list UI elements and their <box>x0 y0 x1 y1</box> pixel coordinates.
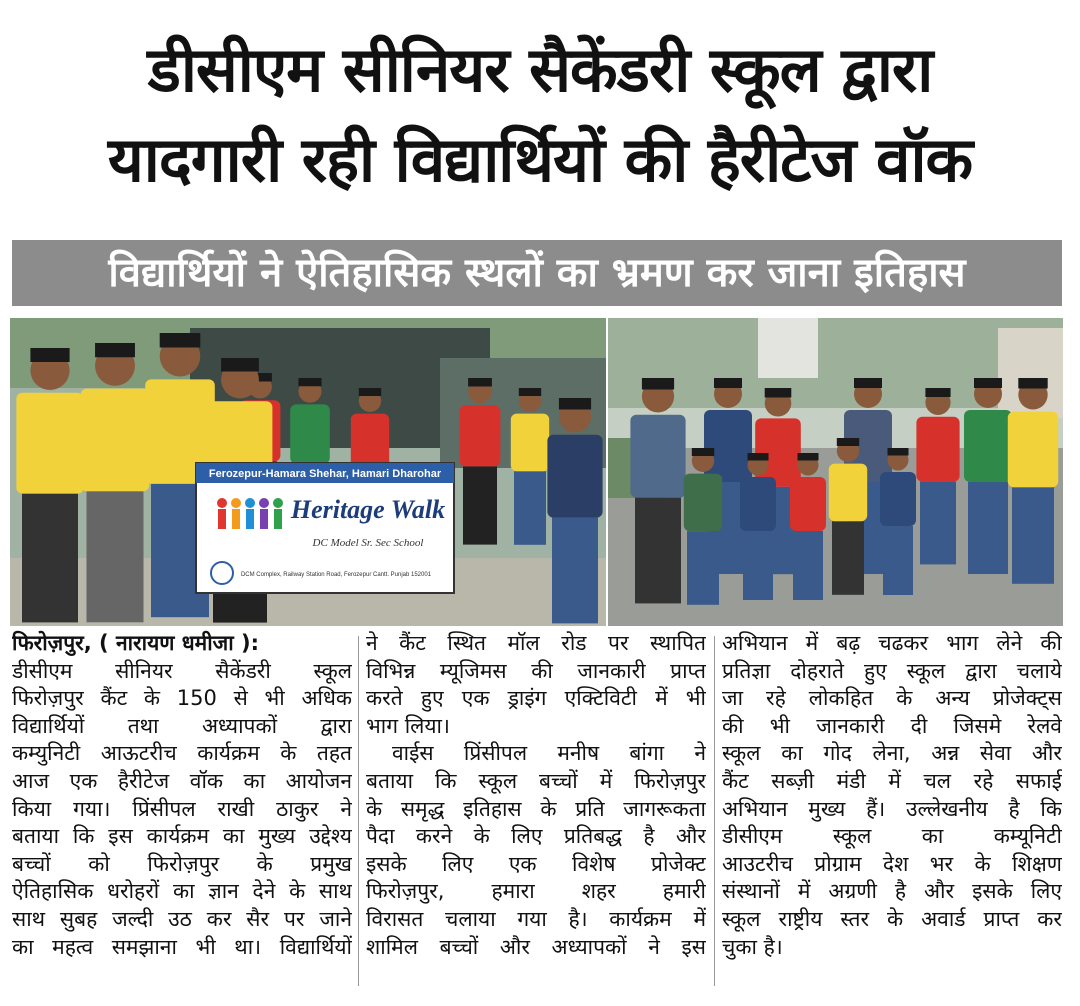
article-line: बताया कि स्कूल बच्चों में फिरोज़पुर <box>366 768 706 793</box>
article-line: कम्युनिटी आऊटरीच कार्यक्रम के तहत <box>12 741 352 766</box>
column-divider <box>714 636 715 986</box>
headline-line-1: डीसीएम सीनियर सैकेंडरी स्कूल द्वारा <box>147 33 933 106</box>
article-line: फिरोज़पुर कैंट के 150 से भी अधिक <box>12 686 352 711</box>
article-line: शामिल बच्चों और अध्यापकों ने इस <box>366 934 706 959</box>
banner-title: Heritage Walk <box>290 495 446 524</box>
group-photo-banner <box>10 318 606 626</box>
article-line: बच्चों को फिरोज़पुर के प्रमुख <box>12 851 352 876</box>
article-line: चुका है। <box>722 934 783 959</box>
heritage-walk-banner <box>196 463 454 593</box>
article-column-3 <box>722 630 1062 1000</box>
article-line: साथ सुबह जल्दी उठ कर सैर पर जाने <box>12 906 352 931</box>
article-line: करते हुए एक ड्राइंग एक्टिविटी में भी <box>366 686 706 711</box>
article-line: विरासत चलाया गया है। कार्यक्रम में <box>366 906 706 931</box>
article-line: पैदा करने के लिए प्रतिबद्ध है और <box>366 824 706 849</box>
article-line: आउटरीच प्रोग्राम देश भर के शिक्षण <box>722 851 1062 876</box>
article-line: भाग लिया। <box>366 713 450 738</box>
article-line: विद्यार्थियों तथा अध्यापकों द्वारा <box>12 713 352 738</box>
article-column-2 <box>366 630 706 1000</box>
article-line: के समृद्ध इतिहास के प्रति जागरूकता <box>366 796 706 821</box>
column-divider <box>358 636 359 986</box>
subheadline: विद्यार्थियों ने ऐतिहासिक स्थलों का भ्रमण कर जाना इतिहास <box>108 250 966 296</box>
group-photo-road <box>608 318 1063 626</box>
article-line: अभियान में बढ़ चढकर भाग लेने की <box>722 631 1062 655</box>
banner-address: DCM Complex, Railway Station Road, Ferozepur Cantt. Punjab 152001 <box>240 572 432 578</box>
banner-tagline: Ferozepur-Hamara Shehar, Hamari Dharohar <box>208 468 442 480</box>
article-line: ऐतिहासिक धरोहरों का ज्ञान देने के साथ <box>12 879 352 904</box>
article-line: फिरोज़पुर, हमारा शहर हमारी <box>366 879 706 904</box>
article-line: संस्थानों में अग्रणी है और इसके लिए <box>722 879 1062 904</box>
headline-line-2: यादगारी रही विद्यार्थियों की हैरीटेज वॉक <box>107 123 973 196</box>
article-line: डीसीएम सीनियर सैकेंडरी स्कूल <box>12 658 352 683</box>
article-line: ने कैंट स्थित मॉल रोड पर स्थापित <box>366 631 706 655</box>
article-line: इसके लिए एक विशेष प्रोजेक्ट <box>366 851 706 876</box>
article-line: कैंट सब्ज़ी मंडी में चल रहे सफाई <box>722 768 1062 793</box>
school-logo-icon <box>211 562 233 584</box>
article-line: किया गया। प्रिंसीपल राखी ठाकुर ने <box>12 796 352 821</box>
article-line: का महत्व समझाना भी था। विद्यार्थियों <box>12 934 352 959</box>
article-line: फिरोज़पुर, ( नारायण धमीजा ): <box>12 631 259 655</box>
article-line: जा रहे लोकहित के अन्य प्रोजेक्ट्स <box>722 686 1062 711</box>
article-line: आज एक हैरीटेज वॉक का आयोजन <box>12 768 352 793</box>
article-line: बताया कि इस कार्यक्रम का मुख्य उद्देश्य <box>12 824 352 849</box>
article-line: प्रतिज्ञा दोहराते हुए स्कूल द्वारा चलाये <box>722 658 1062 683</box>
article-line: स्कूल राष्ट्रीय स्तर के अवार्ड प्राप्त कर <box>722 906 1062 931</box>
article-line: वाईस प्रिंसीपल मनीष बांगा ने <box>392 741 706 766</box>
banner-school: DC Model Sr. Sec School <box>312 537 424 549</box>
article-column-1 <box>12 630 352 1000</box>
article-line: स्कूल का गोद लेना, अन्न सेवा और <box>722 741 1062 766</box>
article-line: डीसीएम स्कूल का कम्यूनिटी <box>722 824 1062 849</box>
subheadline-bar <box>12 240 1062 306</box>
article-line: अभियान मुख्य हैं। उल्लेखनीय है कि <box>722 796 1062 821</box>
article-line: विभिन्न म्यूजिमस की जानकारी प्राप्त <box>366 658 706 683</box>
article-line: की भी जानकारी दी जिसमे रेलवे <box>722 713 1062 738</box>
